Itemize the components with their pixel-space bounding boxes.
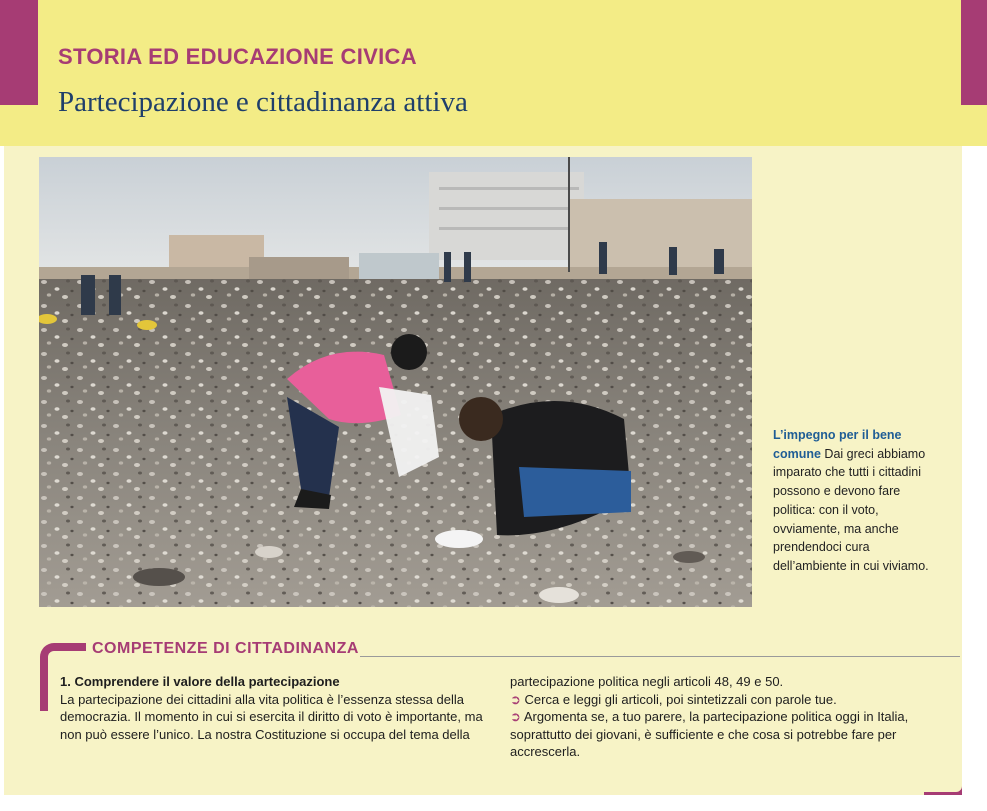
competenze-rule xyxy=(360,656,960,657)
arrow-bullet-icon: ➲ xyxy=(510,709,521,725)
arrow-bullet-icon: ➲ xyxy=(510,691,521,707)
left-accent-band xyxy=(0,0,40,105)
section-body-left: La partecipazione dei cittadini alla vita politica è l’essenza stessa della democrazia. Il momento in cui si esercita il diritto di voto è importante, ma non può essere l’unico. La nostra Costituzione si occupa del tema della xyxy=(60,691,483,742)
competenze-left-column xyxy=(60,673,490,743)
subject-kicker: STORIA ED EDUCAZIONE CIVICA xyxy=(58,44,417,69)
section-title: 1. Comprendere il valore della partecipazione xyxy=(60,674,340,689)
beach-cleanup-photo xyxy=(39,157,752,607)
bullet-text: Cerca e leggi gli articoli, poi sintetizzali con parole tue. xyxy=(524,691,837,707)
page-margin-left xyxy=(0,146,4,811)
right-accent-band xyxy=(961,0,987,105)
bullet-text: Argomenta se, a tuo parere, la partecipazione politica oggi in Italia, soprattutto dei giovani, è sufficiente e che cosa si potrebbe fare per accrescerla. xyxy=(510,709,909,760)
bullet-item xyxy=(510,691,950,709)
caption-text: Dai greci abbiamo imparato che tutti i cittadini possono e devono fare politica: con il voto, ovviamente, ma anche prendendoci cura dell’ambiente in cui viviamo. xyxy=(773,446,929,573)
section-body-right: partecipazione politica negli articoli 48, 49 e 50. xyxy=(510,674,784,689)
page-margin-bottom xyxy=(0,795,987,811)
bullet-item xyxy=(510,708,950,761)
caption-title: L’impegno per il bene comune xyxy=(773,428,902,461)
header xyxy=(38,0,961,145)
photo-illustration xyxy=(39,157,752,607)
competenze-right-column xyxy=(510,673,950,761)
competenze-heading: COMPETENZE DI CITTADINANZA xyxy=(92,640,359,657)
photo-caption xyxy=(773,426,943,576)
page-margin-right xyxy=(962,146,987,811)
page-title: Partecipazione e cittadinanza attiva xyxy=(58,86,468,118)
